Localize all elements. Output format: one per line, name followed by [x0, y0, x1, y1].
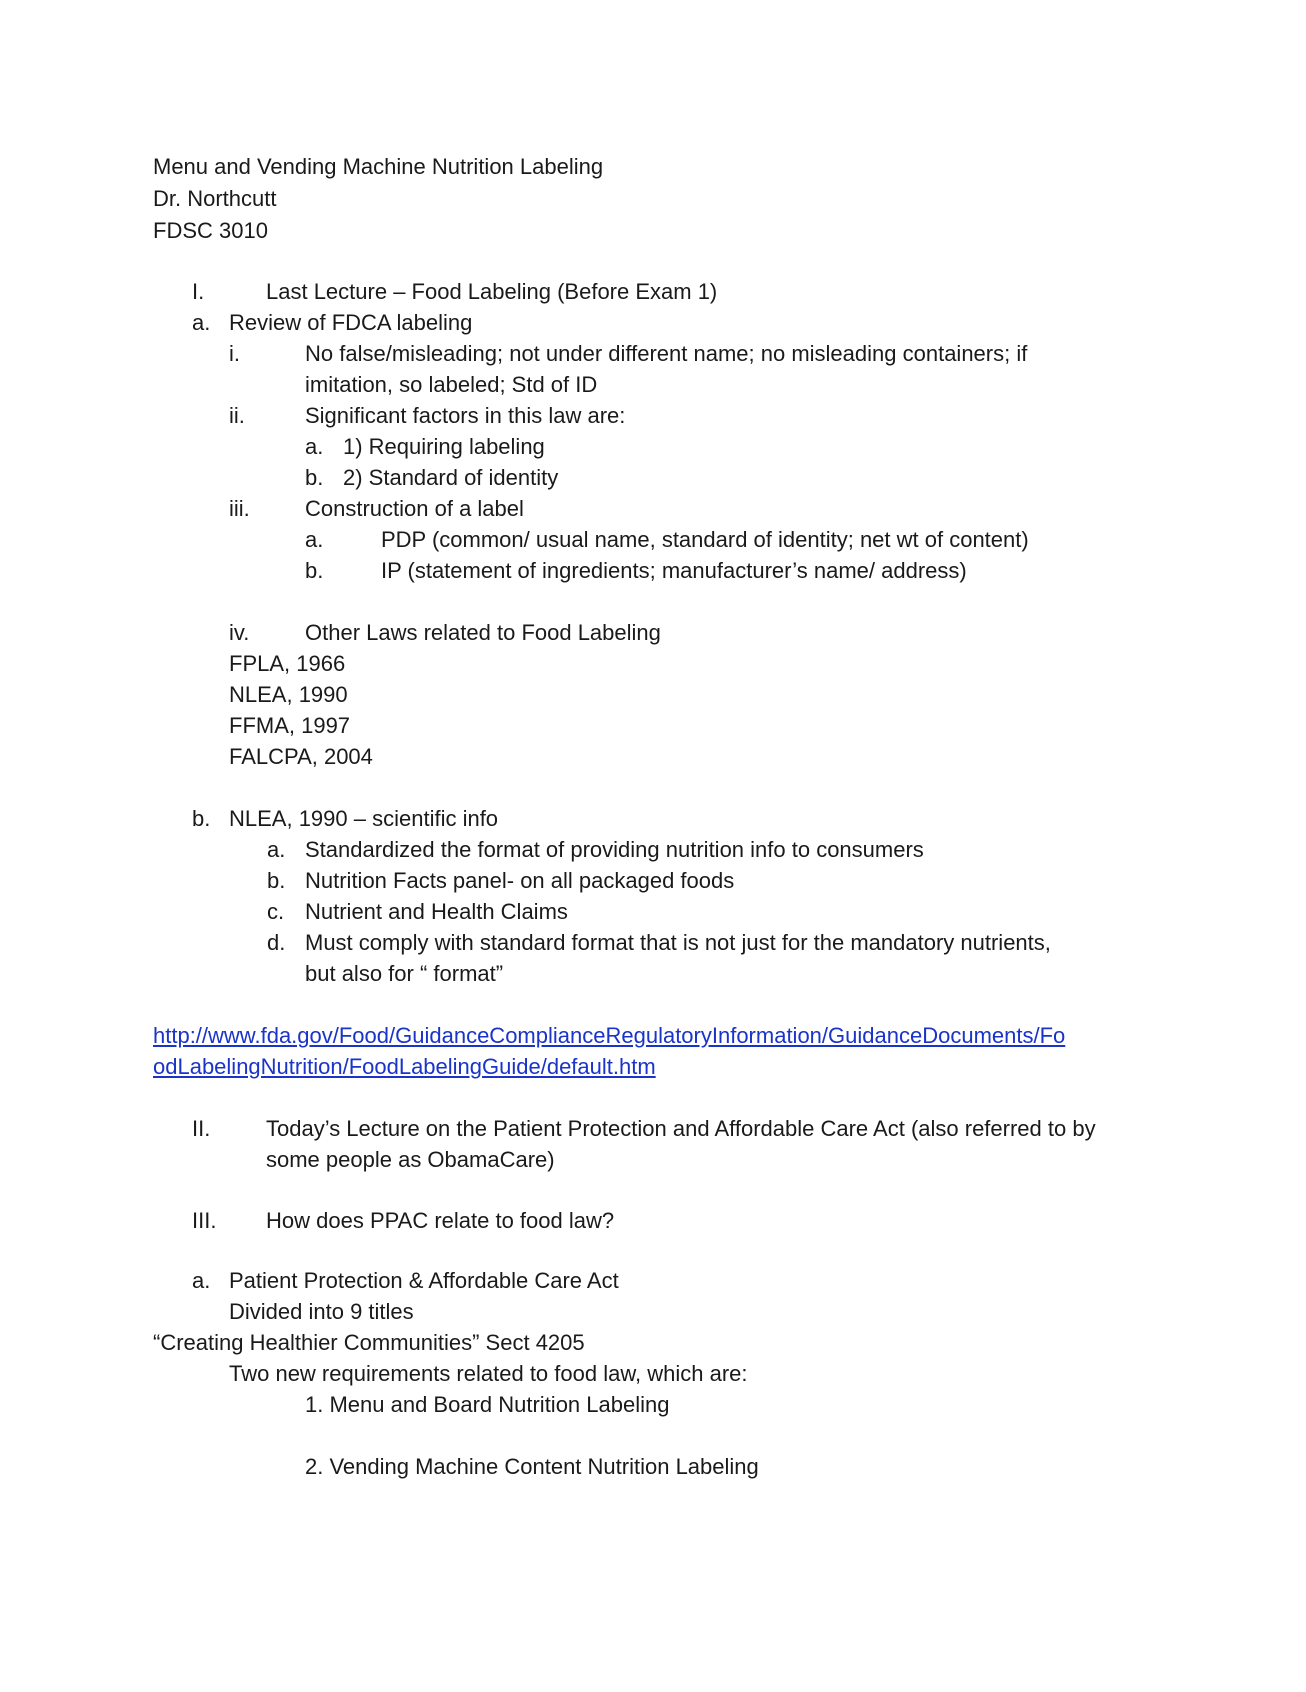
- section-1a-marker: a.: [192, 310, 211, 335]
- item-iv-marker: iv.: [229, 620, 250, 645]
- nlea-item-a-marker: a.: [267, 837, 286, 862]
- nlea-item-d-text-line1: Must comply with standard format that is not just for the mandatory nutrients,: [305, 930, 1051, 955]
- section-2-text-line2: some people as ObamaCare): [266, 1147, 555, 1172]
- section-3a-marker: a.: [192, 1268, 211, 1293]
- item-i-text-line2: imitation, so labeled; Std of ID: [305, 372, 598, 397]
- nlea-item-c-text: Nutrient and Health Claims: [305, 899, 568, 924]
- item-iii-text: Construction of a label: [305, 496, 524, 521]
- law-fpla: FPLA, 1966: [229, 651, 346, 676]
- nlea-item-b-text: Nutrition Facts panel- on all packaged foods: [305, 868, 735, 893]
- instructor-name: Dr. Northcutt: [153, 186, 277, 211]
- creating-communities-line: “Creating Healthier Communities” Sect 4205: [153, 1330, 585, 1355]
- requirement-1: 1. Menu and Board Nutrition Labeling: [305, 1392, 670, 1417]
- course-code: FDSC 3010: [153, 218, 268, 243]
- item-ii-a-marker: a.: [305, 434, 324, 459]
- section-3-marker: III.: [192, 1208, 217, 1233]
- item-ii-b-marker: b.: [305, 465, 324, 490]
- item-ii-b-text: 2) Standard of identity: [343, 465, 559, 490]
- item-i-marker: i.: [229, 341, 240, 366]
- item-iii-a-marker: a.: [305, 527, 324, 552]
- section-1a-heading: Review of FDCA labeling: [229, 310, 473, 335]
- item-iii-b-text: IP (statement of ingredients; manufacturer’s name/ address): [381, 558, 967, 583]
- fda-guide-link-line2[interactable]: odLabelingNutrition/FoodLabelingGuide/default.htm: [153, 1054, 656, 1079]
- item-i-text-line1: No false/misleading; not under different name; no misleading containers; if: [305, 341, 1028, 366]
- item-ii-text: Significant factors in this law are:: [305, 403, 626, 428]
- law-falcpa: FALCPA, 2004: [229, 744, 373, 769]
- item-ii-a-text: 1) Requiring labeling: [343, 434, 545, 459]
- item-iv-text: Other Laws related to Food Labeling: [305, 620, 661, 645]
- fda-guide-link-line1[interactable]: http://www.fda.gov/Food/GuidanceComplianceRegulatoryInformation/GuidanceDocuments/Fo: [153, 1023, 1066, 1048]
- nlea-item-d-marker: d.: [267, 930, 286, 955]
- requirement-2: 2. Vending Machine Content Nutrition Labeling: [305, 1454, 759, 1479]
- section-1b-marker: b.: [192, 806, 211, 831]
- section-1-marker: I.: [192, 279, 205, 304]
- section-1-heading: Last Lecture – Food Labeling (Before Exam 1): [266, 279, 718, 304]
- document-title: Menu and Vending Machine Nutrition Labeling: [153, 154, 604, 179]
- item-iii-b-marker: b.: [305, 558, 324, 583]
- section-2-text-line1: Today’s Lecture on the Patient Protection and Affordable Care Act (also referred to by: [266, 1116, 1096, 1141]
- section-3a-subtext: Divided into 9 titles: [229, 1299, 414, 1324]
- nlea-item-c-marker: c.: [267, 899, 285, 924]
- requirements-intro: Two new requirements related to food law, which are:: [229, 1361, 748, 1386]
- section-3-heading: How does PPAC relate to food law?: [266, 1208, 615, 1233]
- nlea-item-b-marker: b.: [267, 868, 286, 893]
- item-iii-marker: iii.: [229, 496, 250, 521]
- item-iii-a-text: PDP (common/ usual name, standard of identity; net wt of content): [381, 527, 1029, 552]
- section-2-marker: II.: [192, 1116, 211, 1141]
- nlea-item-a-text: Standardized the format of providing nutrition info to consumers: [305, 837, 924, 862]
- section-1b-heading: NLEA, 1990 – scientific info: [229, 806, 499, 831]
- law-nlea: NLEA, 1990: [229, 682, 348, 707]
- law-ffma: FFMA, 1997: [229, 713, 351, 738]
- nlea-item-d-text-line2: but also for “ format”: [305, 961, 504, 986]
- section-3a-heading: Patient Protection & Affordable Care Act: [229, 1268, 619, 1293]
- item-ii-marker: ii.: [229, 403, 245, 428]
